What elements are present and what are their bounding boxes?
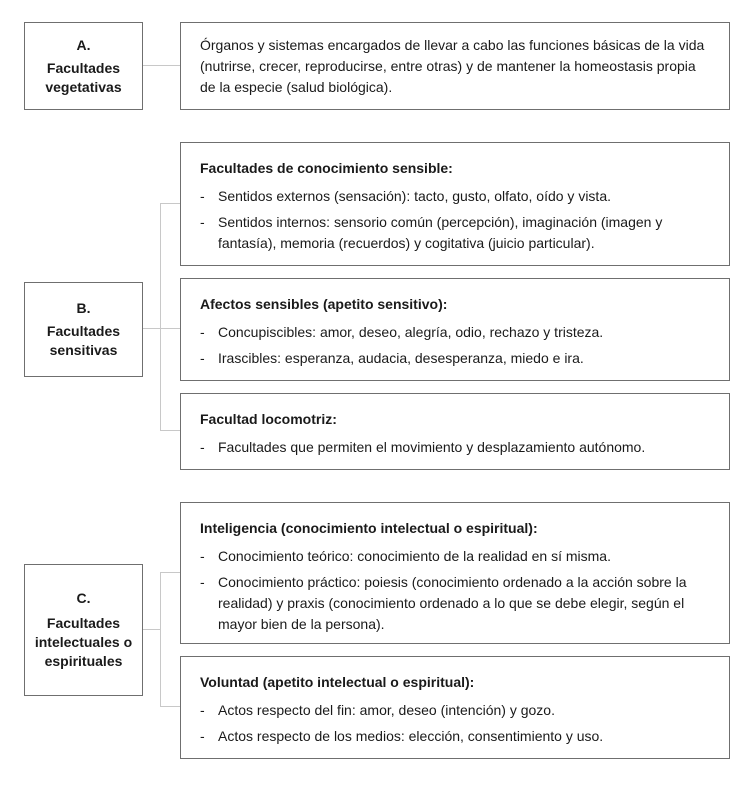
section-c-label: Facultades intelectuales o espirituales [34,615,133,669]
list-item-text: Actos respecto del fin: amor, deseo (intención) y gozo. [218,702,555,718]
bullet-dash: - [200,188,205,204]
section-b-box-1 [180,142,730,266]
section-c-box-2 [180,656,730,759]
section-b-box-2 [180,278,730,381]
connector-b-branch-3 [160,430,180,431]
section-a-description: Órganos y sistemas encargados de llevar a cabo las funciones básicas de la vida (nutrirse, crecer, reproducirse, entre otras) y de mantener la homeostasis propia de la especie (salud biológica). [200,36,705,95]
section-b-box-3-title: Facultad locomotriz: [200,411,337,427]
section-b-label: Facultades sensitivas [46,323,121,358]
list-item [200,186,711,207]
bullet-dash: - [200,728,205,744]
connector-b-branch-1 [160,203,180,204]
list-item [200,212,711,254]
bullet-dash: - [200,574,205,590]
section-c-box-1-title: Inteligencia (conocimiento intelectual o espiritual): [200,520,538,536]
section-b-letter: B. [76,300,91,316]
connector-b-stem [142,328,161,329]
section-c-label-box [24,564,143,696]
list-item-text: Conocimiento práctico: poiesis (conocimiento ordenado a la acción sobre la realidad) y praxis (conocimiento ordenado a lo que se debe elegir, según el mayor bien de la persona). [218,574,687,632]
list-item-text: Actos respecto de los medios: elección, consentimiento y uso. [218,728,604,744]
connector-c-branch-1 [160,572,180,573]
list-item [200,322,711,343]
list-item-text: Sentidos externos (sensación): tacto, gusto, olfato, oído y vista. [218,188,611,204]
connector-c-branch-2 [160,706,180,707]
list-item-text: Irascibles: esperanza, audacia, desesperanza, miedo e ira. [218,350,584,366]
list-item-text: Sentidos internos: sensorio común (percepción), imaginación (imagen y fantasía), memoria (recuerdos) y cogitativa (juicio particular). [218,214,663,251]
bullet-dash: - [200,324,205,340]
list-item [200,546,711,567]
list-item [200,726,711,747]
bullet-dash: - [200,214,205,230]
list-item-text: Conocimiento teórico: conocimiento de la realidad en sí misma. [218,548,611,564]
bullet-dash: - [200,350,205,366]
section-b-box-2-title: Afectos sensibles (apetito sensitivo): [200,296,448,312]
bullet-dash: - [200,548,205,564]
section-a-letter: A. [76,36,91,53]
list-item-text: Facultades que permiten el movimiento y desplazamiento autónomo. [218,439,646,455]
connector-b-vertical [160,203,161,431]
list-item [200,700,711,721]
bullet-dash: - [200,702,205,718]
connector-c-vertical [160,572,161,707]
list-item [200,572,711,635]
list-item [200,348,711,369]
section-b-box-1-title: Facultades de conocimiento sensible: [200,160,453,176]
section-b-box-3 [180,393,730,470]
section-a-description-box [180,22,730,110]
section-c-letter: C. [76,590,91,606]
section-c-box-2-title: Voluntad (apetito intelectual o espiritual): [200,674,475,690]
section-a-label: Facultades vegetativas [45,59,122,95]
list-item [200,437,711,458]
connector-b-branch-2 [160,328,180,329]
section-b-label-box [24,282,143,377]
section-a-label-box [24,22,143,110]
list-item-text: Concupiscibles: amor, deseo, alegría, odio, rechazo y tristeza. [218,324,604,340]
section-c-box-1 [180,502,730,644]
connector-c-stem [142,629,161,630]
connector-a [142,65,180,66]
bullet-dash: - [200,439,205,455]
